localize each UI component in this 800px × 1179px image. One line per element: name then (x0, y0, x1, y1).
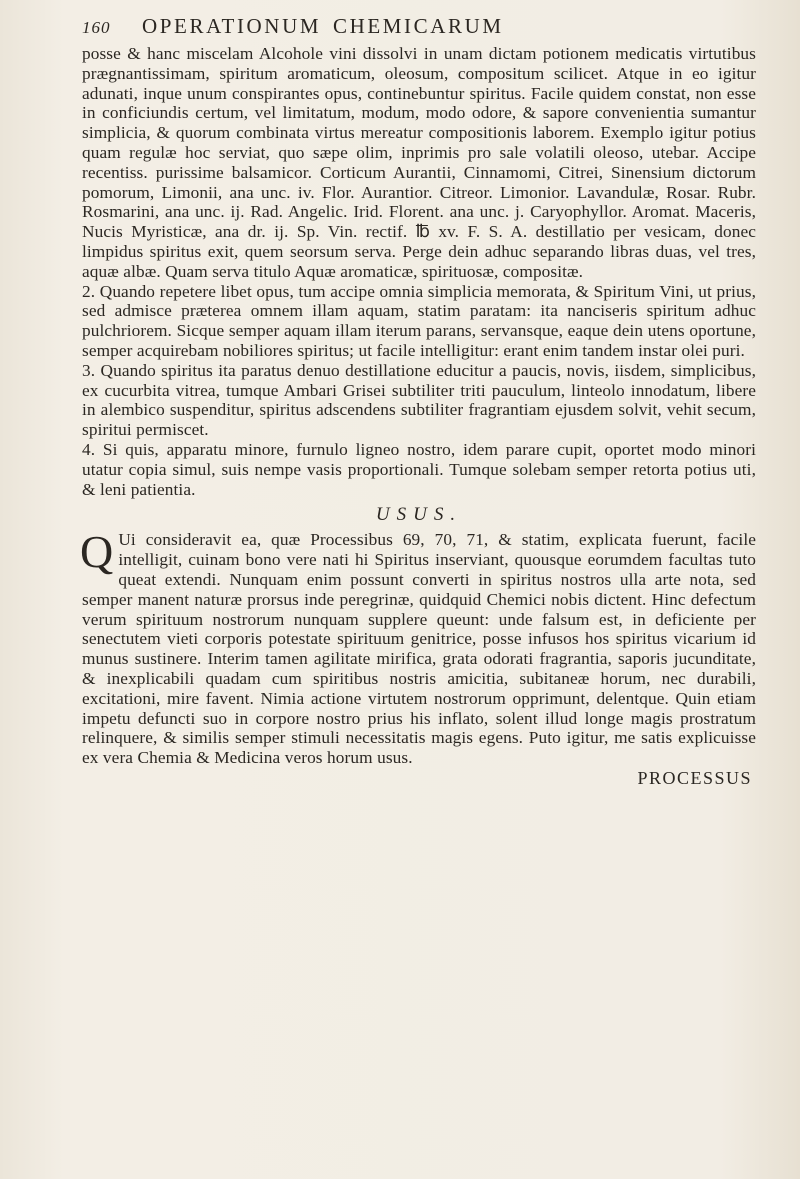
running-title: OPERATIONUM CHEMICARUM (142, 14, 504, 38)
page-body (82, 44, 756, 768)
paragraph-4: 4. Si quis, apparatu minore, furnulo ligneo nostro, idem parare cupit, oportet modo minori utatur copia simul, suis nempe vasis proportionali. Tumque solebam semper retorta potius uti, & leni patientia. (82, 439, 756, 499)
paragraph-3: 3. Quando spiritus ita paratus denuo destillatione educitur a paucis, novis, iisdem, simplicibus, ex cucurbita vitrea, tumque Ambari Grisei subtiliter triti pauculum, linteolo innodatum, libere in alembico suspenditur, spiritus adscendens subtiliter fragrantiam ejusdem solvit, vehit secum, spiritui permiscet. (82, 360, 756, 440)
catchword: PROCESSUS (637, 767, 752, 788)
page-number: 160 (82, 18, 111, 37)
usus-text: Ui consideravit ea, quæ Processibus 69, 70, 71, & statim, explicata fuerunt, facile intelligit, cuinam bono vere nati hi Spiritus inserviant, quousque eorumdem facultas tuto queat extendi. Nunquam enim possunt converti in spiritus nostros ulla arte nota, sed semper manent naturæ prorsus inde peregrinæ, quidquid Chemici nobis dictent. Hinc defectum verum spirituum nostrorum nunquam supplere queunt: unde falsum est, in deficiente per senectutem vieti corporis potestate spirituum genitrice, posse infusos hos spiritus vicarium id munus sustinere. Interim tamen agilitate mirifica, grata odorati fragrantia, saporis jucunditate, & inexplicabili quadam cum spiritibus nostris amicitia, subitaneæ horum, nec durabili, excitationi, mire favent. Nimia actione virtutem nostrorum opprimunt, delentque. Quin etiam impetu defuncti suo in corpore nostro prius his inflato, solent illud longe magis prostratum relinquere, & similis semper stimuli necessitatis magis egens. Puto igitur, me satis explicuisse ex vera Chemia & Medicina veros horum usus. (82, 530, 756, 768)
page-header (82, 14, 756, 44)
paragraph-2: 2. Quando repetere libet opus, tum accipe omnia simplicia memorata, & Spiritum Vini, ut prius, sed admisce præterea omnem illam aquam, statim paratam: ita nanciseris spiritum adhuc pulchriorem. Sicque semper aquam illam iterum parans, servansque, eaque dein utens oportune, semper acquirebam nobiliores spiritus; ut facile intelligitur: erant enim tandem instar olei puri. (82, 281, 756, 360)
drop-cap: Q (80, 526, 114, 578)
paragraph-recipe: posse & hanc miscelam Alcohole vini dissolvi in unam dictam potionem medicatis virtutibus prægnantissimam, spiritum aromaticum, oleosum, compositum scilicet. Atque in eo igitur adunati, inque unum conspirantes opus, continebuntur spiritus. Facile quidem constat, non esse in conficiundis certum, vel limitatum, modum, modo odore, & sapore convenientia sumantur simplicia, & quorum combinata virtus mereatur compositionis laborem. Exemplo igitur potius quam regulæ hoc serviat, quo sæpe olim, inprimis pro sale volatili oleoso, utebar. Accipe recentiss. purissime balsamicor. Corticum Aurantii, Cinnamomi, Citrei, Sinensium dictorum pomorum, Limonii, ana unc. iv. Flor. Aurantior. Citreor. Limonior. Lavandulæ, Rosar. Rubr. Rosmarini, ana unc. ij. Rad. Angelic. Irid. Florent. ana unc. j. Caryophyllor. Aromat. Maceris, Nucis Myristicæ, ana dr. ij. Sp. Vin. rectif. ℔ xv. F. S. A. destillatio per vesicam, donec limpidus spiritus exit, quem seorsum serva. Perge dein adhuc separando libras duas, vel tres, aquæ albæ. Quam serva titulo Aquæ aromaticæ, spirituosæ, compositæ. (82, 44, 756, 281)
usus-paragraph (80, 526, 756, 768)
section-heading: USUS. (375, 504, 463, 526)
